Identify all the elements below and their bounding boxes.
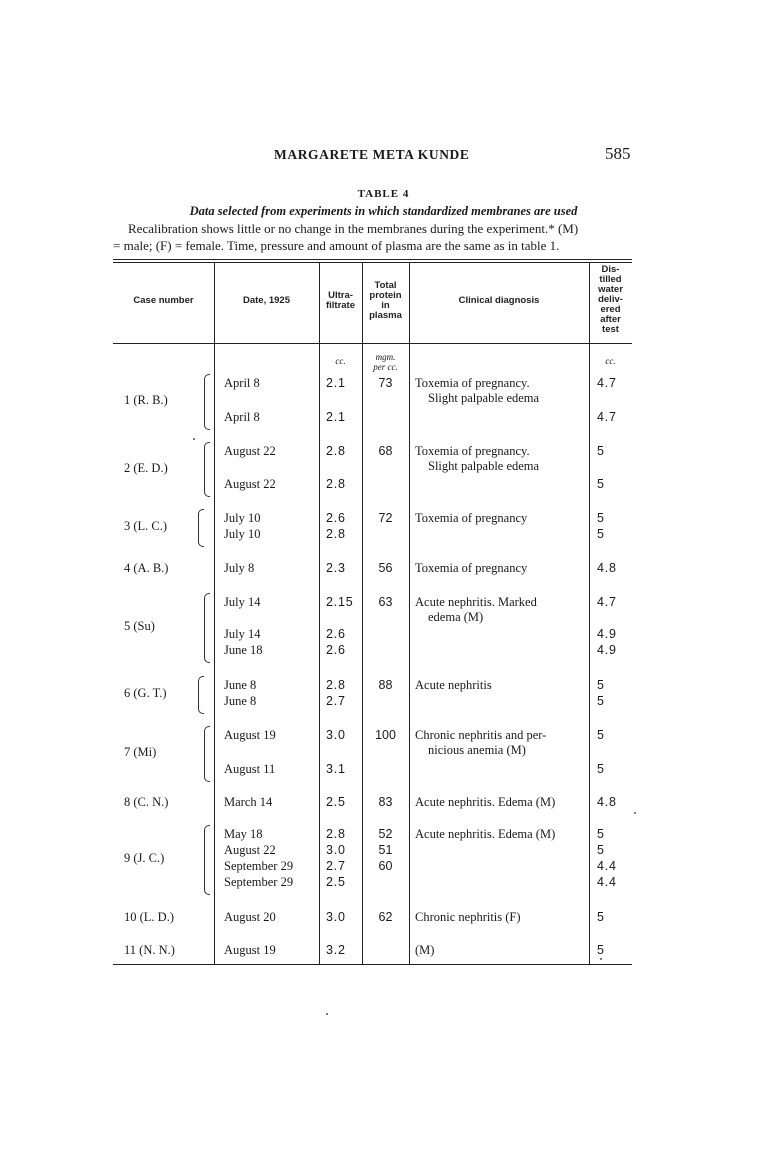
cell-date: September 29 bbox=[224, 859, 294, 873]
cell-clinical-diagnosis bbox=[415, 728, 584, 758]
diagnosis-line-1: Acute nephritis bbox=[415, 678, 492, 692]
header-distilled-water-line: tilled bbox=[599, 274, 622, 285]
table-label: TABLE 4 bbox=[357, 188, 410, 200]
cell-distilled-water: 4.7 bbox=[597, 376, 617, 390]
grouping-brace bbox=[204, 442, 210, 497]
grouping-brace bbox=[204, 593, 210, 663]
cell-date: April 8 bbox=[224, 376, 260, 390]
cell-case-number: 5 (Su) bbox=[124, 619, 155, 633]
cell-date: May 18 bbox=[224, 827, 263, 841]
unit-water: cc. bbox=[605, 356, 616, 366]
cell-total-protein: 56 bbox=[378, 561, 393, 575]
table-caption-line-2: = male; (F) = female. Time, pressure and amount of plasma are the same as in table 1. bbox=[113, 238, 560, 253]
cell-ultrafiltrate: 3.2 bbox=[326, 943, 346, 957]
diagnosis-line-2: Slight palpable edema bbox=[428, 391, 540, 405]
diagnosis-line-1: (M) bbox=[415, 943, 435, 957]
cell-ultrafiltrate: 2.6 bbox=[326, 643, 346, 657]
grouping-brace bbox=[198, 676, 204, 714]
cell-clinical-diagnosis bbox=[415, 943, 584, 958]
cell-date: June 8 bbox=[224, 694, 257, 708]
cell-total-protein: 72 bbox=[378, 511, 393, 525]
table-top-rule bbox=[113, 259, 632, 260]
cell-distilled-water: 4.8 bbox=[597, 561, 617, 575]
header-total-protein-line: protein bbox=[369, 290, 402, 301]
cell-ultrafiltrate: 2.7 bbox=[326, 859, 346, 873]
cell-case-number: 8 (C. N.) bbox=[124, 795, 169, 809]
cell-clinical-diagnosis bbox=[415, 795, 584, 810]
cell-distilled-water: 5 bbox=[597, 527, 605, 541]
cell-distilled-water: 4.9 bbox=[597, 643, 617, 657]
page-number: 585 bbox=[605, 144, 631, 163]
cell-date: June 18 bbox=[224, 643, 263, 657]
cell-case-number: 11 (N. N.) bbox=[124, 943, 175, 957]
cell-ultrafiltrate: 2.8 bbox=[326, 477, 346, 491]
header-ultrafiltrate bbox=[319, 291, 362, 311]
cell-ultrafiltrate: 3.0 bbox=[326, 910, 346, 924]
diagnosis-line-1: Chronic nephritis and per- bbox=[415, 728, 547, 742]
cell-date: August 19 bbox=[224, 943, 276, 957]
cell-distilled-water: 4.4 bbox=[597, 875, 617, 889]
diagnosis-line-2: edema (M) bbox=[428, 610, 484, 624]
header-distilled-water-line: test bbox=[602, 324, 619, 335]
diagnosis-line-1: Acute nephritis. Marked bbox=[415, 595, 537, 609]
print-speck bbox=[326, 1013, 328, 1015]
unit-protein-line: per cc. bbox=[373, 362, 398, 372]
cell-case-number: 1 (R. B.) bbox=[124, 393, 168, 407]
cell-date: July 14 bbox=[224, 595, 261, 609]
table-top-rule-2 bbox=[113, 262, 632, 263]
cell-case-number: 9 (J. C.) bbox=[124, 851, 165, 865]
cell-case-number: 7 (Mi) bbox=[124, 745, 157, 759]
cell-distilled-water: 5 bbox=[597, 477, 605, 491]
cell-total-protein: 63 bbox=[378, 595, 393, 609]
diagnosis-line-2: Slight palpable edema bbox=[428, 459, 540, 473]
header-total-protein-line: plasma bbox=[369, 310, 402, 321]
cell-distilled-water: 5 bbox=[597, 678, 605, 692]
column-rule bbox=[409, 262, 410, 964]
cell-distilled-water: 4.8 bbox=[597, 795, 617, 809]
cell-ultrafiltrate: 2.8 bbox=[326, 527, 346, 541]
header-distilled-water-line: after bbox=[600, 314, 621, 325]
header-total-protein bbox=[362, 281, 409, 321]
cell-total-protein: 60 bbox=[378, 859, 393, 873]
cell-distilled-water: 5 bbox=[597, 694, 605, 708]
cell-distilled-water: 5 bbox=[597, 827, 605, 841]
header-distilled-water-line: water bbox=[598, 284, 623, 295]
unit-protein bbox=[362, 352, 409, 372]
cell-clinical-diagnosis bbox=[415, 561, 584, 576]
cell-ultrafiltrate: 2.8 bbox=[326, 678, 346, 692]
cell-distilled-water: 5 bbox=[597, 943, 605, 957]
cell-date: June 8 bbox=[224, 678, 257, 692]
column-rule bbox=[589, 262, 590, 964]
cell-distilled-water: 4.4 bbox=[597, 859, 617, 873]
cell-ultrafiltrate: 2.8 bbox=[326, 827, 346, 841]
header-rule bbox=[113, 343, 632, 344]
table-bottom-rule bbox=[113, 964, 632, 965]
diagnosis-line-2: nicious anemia (M) bbox=[428, 743, 526, 757]
cell-total-protein: 68 bbox=[378, 444, 393, 458]
diagnosis-line-1: Chronic nephritis (F) bbox=[415, 910, 521, 924]
diagnosis-line-1: Toxemia of pregnancy. bbox=[415, 376, 530, 390]
cell-date: July 10 bbox=[224, 511, 261, 525]
cell-clinical-diagnosis bbox=[415, 595, 584, 625]
column-rule bbox=[319, 262, 320, 964]
cell-ultrafiltrate: 2.7 bbox=[326, 694, 346, 708]
cell-clinical-diagnosis bbox=[415, 678, 584, 693]
cell-date: August 11 bbox=[224, 762, 276, 776]
cell-case-number: 10 (L. D.) bbox=[124, 910, 174, 924]
cell-ultrafiltrate: 2.5 bbox=[326, 795, 346, 809]
cell-clinical-diagnosis bbox=[415, 910, 584, 925]
cell-date: September 29 bbox=[224, 875, 294, 889]
cell-ultrafiltrate: 2.1 bbox=[326, 410, 346, 424]
print-speck bbox=[600, 958, 602, 960]
grouping-brace bbox=[204, 374, 210, 430]
header-case-number: Case number bbox=[133, 295, 194, 306]
header-distilled-water-line: ered bbox=[600, 304, 621, 315]
grouping-brace bbox=[204, 726, 210, 782]
cell-ultrafiltrate: 3.0 bbox=[326, 728, 346, 742]
table-subtitle: Data selected from experiments in which standardized membranes are used bbox=[189, 204, 578, 218]
header-distilled-water-line: deliv- bbox=[598, 294, 623, 305]
cell-case-number: 2 (E. D.) bbox=[124, 461, 168, 475]
cell-clinical-diagnosis bbox=[415, 827, 584, 842]
grouping-brace bbox=[198, 509, 204, 547]
header-clinical-diagnosis: Clinical diagnosis bbox=[458, 295, 540, 306]
table-caption-line-1: Recalibration shows little or no change in the membranes during the experiment.* (M) bbox=[128, 221, 579, 236]
header-ultrafiltrate-line: filtrate bbox=[325, 300, 356, 311]
diagnosis-line-1: Acute nephritis. Edema (M) bbox=[415, 795, 556, 809]
header-total-protein-line: Total bbox=[374, 280, 397, 291]
cell-ultrafiltrate: 2.1 bbox=[326, 376, 346, 390]
cell-date: August 22 bbox=[224, 477, 276, 491]
cell-total-protein: 52 bbox=[378, 827, 393, 841]
cell-date: August 20 bbox=[224, 910, 276, 924]
cell-distilled-water: 5 bbox=[597, 444, 605, 458]
cell-ultrafiltrate: 2.8 bbox=[326, 444, 346, 458]
cell-case-number: 3 (L. C.) bbox=[124, 519, 168, 533]
diagnosis-line-1: Acute nephritis. Edema (M) bbox=[415, 827, 556, 841]
header-distilled-water-line: Dis- bbox=[601, 264, 620, 275]
running-head: MARGARETE META KUNDE bbox=[274, 147, 470, 162]
unit-ultrafiltrate: cc. bbox=[335, 356, 346, 366]
cell-distilled-water: 5 bbox=[597, 762, 605, 776]
cell-total-protein: 100 bbox=[375, 728, 396, 742]
cell-distilled-water: 5 bbox=[597, 511, 605, 525]
cell-distilled-water: 5 bbox=[597, 910, 605, 924]
cell-ultrafiltrate: 2.6 bbox=[326, 511, 346, 525]
cell-ultrafiltrate: 2.15 bbox=[326, 595, 354, 609]
cell-clinical-diagnosis bbox=[415, 376, 584, 406]
cell-clinical-diagnosis bbox=[415, 511, 584, 526]
diagnosis-line-1: Toxemia of pregnancy. bbox=[415, 444, 530, 458]
diagnosis-line-1: Toxemia of pregnancy bbox=[415, 561, 528, 575]
cell-distilled-water: 4.7 bbox=[597, 410, 617, 424]
cell-date: August 22 bbox=[224, 444, 276, 458]
cell-ultrafiltrate: 2.6 bbox=[326, 627, 346, 641]
print-speck bbox=[193, 438, 195, 440]
cell-date: March 14 bbox=[224, 795, 273, 809]
cell-date: August 19 bbox=[224, 728, 276, 742]
cell-date: July 14 bbox=[224, 627, 261, 641]
cell-ultrafiltrate: 2.3 bbox=[326, 561, 346, 575]
column-rule bbox=[214, 262, 215, 964]
unit-protein-line: mgm. bbox=[375, 352, 396, 362]
header-total-protein-line: in bbox=[381, 300, 390, 311]
cell-clinical-diagnosis bbox=[415, 444, 584, 474]
print-speck bbox=[634, 812, 636, 814]
cell-distilled-water: 5 bbox=[597, 728, 605, 742]
cell-total-protein: 73 bbox=[378, 376, 393, 390]
cell-ultrafiltrate: 3.0 bbox=[326, 843, 346, 857]
cell-date: July 10 bbox=[224, 527, 261, 541]
cell-distilled-water: 4.7 bbox=[597, 595, 617, 609]
cell-total-protein: 51 bbox=[378, 843, 393, 857]
cell-date: April 8 bbox=[224, 410, 260, 424]
cell-ultrafiltrate: 3.1 bbox=[326, 762, 346, 776]
header-distilled-water bbox=[589, 265, 632, 335]
header-date: Date, 1925 bbox=[242, 295, 290, 306]
cell-total-protein: 62 bbox=[378, 910, 393, 924]
cell-case-number: 4 (A. B.) bbox=[124, 561, 169, 575]
header-ultrafiltrate-line: Ultra- bbox=[328, 290, 353, 301]
cell-date: August 22 bbox=[224, 843, 276, 857]
cell-distilled-water: 5 bbox=[597, 843, 605, 857]
cell-total-protein: 88 bbox=[378, 678, 393, 692]
cell-ultrafiltrate: 2.5 bbox=[326, 875, 346, 889]
diagnosis-line-1: Toxemia of pregnancy bbox=[415, 511, 528, 525]
cell-date: July 8 bbox=[224, 561, 255, 575]
grouping-brace bbox=[204, 825, 210, 895]
cell-distilled-water: 4.9 bbox=[597, 627, 617, 641]
cell-case-number: 6 (G. T.) bbox=[124, 686, 167, 700]
cell-total-protein: 83 bbox=[378, 795, 393, 809]
